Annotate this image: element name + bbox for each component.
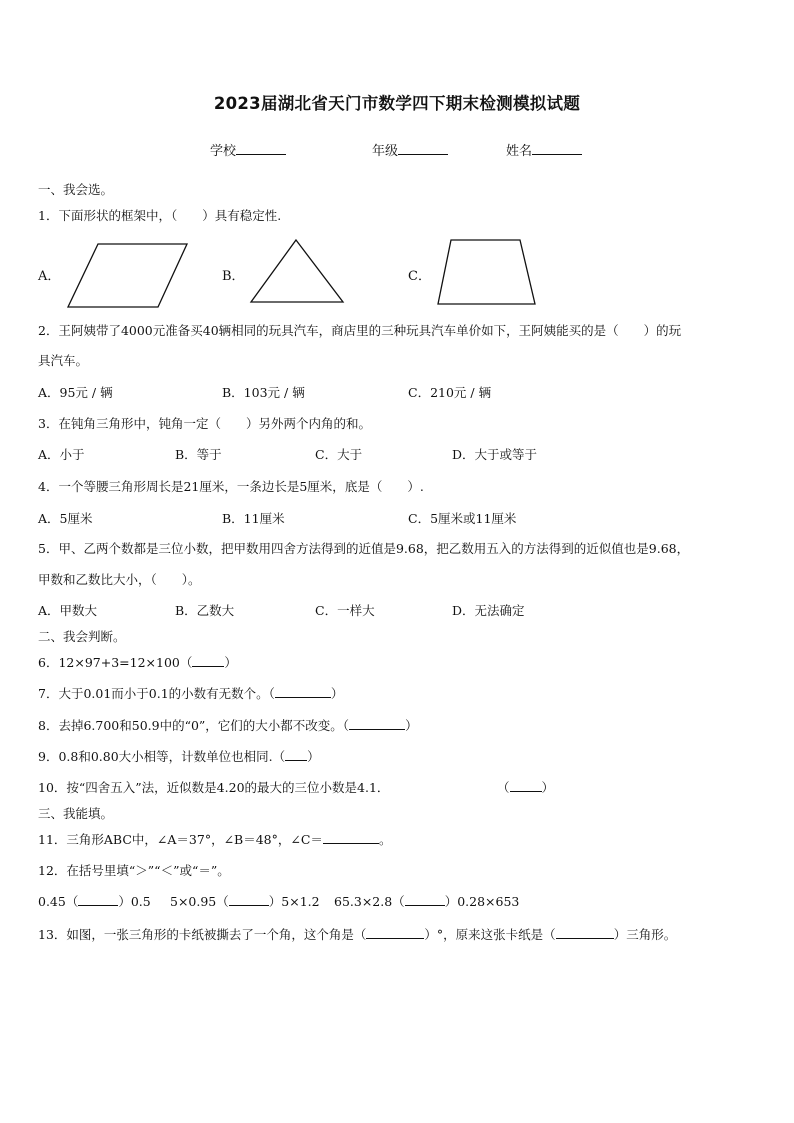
q9-close: ） bbox=[307, 749, 320, 764]
q1-option-c-label: C． bbox=[408, 269, 431, 284]
question-11 bbox=[38, 832, 391, 848]
question-7 bbox=[38, 686, 343, 702]
q13-type-blank[interactable] bbox=[556, 938, 614, 939]
question-13 bbox=[38, 927, 676, 943]
grade-blank[interactable] bbox=[398, 153, 448, 155]
q2-option-b[interactable]: B．103元 / 辆 bbox=[222, 385, 305, 400]
q12-item-2-right: ）5×1.2 bbox=[268, 894, 320, 909]
q1-option-a-label: A． bbox=[38, 269, 61, 284]
q5-option-a[interactable]: A．甲数大 bbox=[38, 603, 98, 618]
question-6 bbox=[38, 655, 237, 671]
parallelogram-shape bbox=[66, 243, 190, 309]
question-12: 12．在括号里填“＞”“＜”或“＝”。 bbox=[38, 863, 230, 878]
q2-option-c[interactable]: C．210元 / 辆 bbox=[408, 385, 492, 400]
question-5-line-2: 甲数和乙数比大小，（ ）。 bbox=[38, 572, 201, 587]
name-label: 姓名 bbox=[506, 144, 533, 159]
question-2-line-1: 2．王阿姨带了4000元准备买40辆相同的玩具汽车，商店里的三种玩具汽车单价如下，王阿姨能买的是（ ）的玩 bbox=[38, 323, 682, 338]
q5-option-c[interactable]: C．一样大 bbox=[315, 603, 375, 618]
question-3: 3．在钝角三角形中，钝角一定（ ）另外两个内角的和。 bbox=[38, 416, 371, 431]
name-blank[interactable] bbox=[532, 153, 582, 155]
section-heading-1: 一、我会选。 bbox=[38, 182, 114, 197]
school-label: 学校 bbox=[210, 144, 237, 159]
triangle-shape bbox=[248, 238, 346, 304]
q12-item-2-left: 5×0.95（ bbox=[170, 894, 229, 909]
q12-item-2 bbox=[170, 894, 320, 910]
q5-option-b[interactable]: B．乙数大 bbox=[175, 603, 235, 618]
q5-option-d[interactable]: D．无法确定 bbox=[452, 603, 525, 618]
question-8 bbox=[38, 718, 418, 734]
name-field bbox=[506, 140, 582, 159]
q3-option-d[interactable]: D．大于或等于 bbox=[452, 447, 538, 462]
q12-item-3-blank[interactable] bbox=[405, 905, 445, 906]
q12-item-3-left: 65.3×2.8（ bbox=[334, 894, 405, 909]
school-blank[interactable] bbox=[236, 153, 286, 155]
q3-option-a[interactable]: A．小于 bbox=[38, 447, 85, 462]
q9-text: 9．0.8和0.80大小相等，计数单位也相同.（ bbox=[38, 749, 286, 764]
trapezoid-shape bbox=[436, 238, 538, 306]
q13-part-1: 13．如图，一张三角形的卡纸被撕去了一个角，这个角是（ bbox=[38, 927, 367, 942]
q6-close: ） bbox=[224, 655, 237, 670]
q3-option-c[interactable]: C．大于 bbox=[315, 447, 363, 462]
q11-end: 。 bbox=[378, 832, 392, 847]
page-title: 2023届湖北省天门市数学四下期末检测模拟试题 bbox=[213, 94, 581, 113]
q7-answer-blank[interactable] bbox=[275, 697, 331, 698]
q12-item-2-blank[interactable] bbox=[229, 905, 269, 906]
q11-text: 11．三角形ABC中，∠A＝37°，∠B＝48°，∠C＝ bbox=[38, 832, 323, 847]
q4-option-b[interactable]: B．11厘米 bbox=[222, 511, 285, 526]
q4-option-c[interactable]: C．5厘米或11厘米 bbox=[408, 511, 517, 526]
section-heading-3: 三、我能填。 bbox=[38, 806, 114, 821]
grade-label: 年级 bbox=[372, 144, 399, 159]
question-5-line-1: 5．甲、乙两个数都是三位小数，把甲数用四舍方法得到的近值是9.68，把乙数用五入的方法得到的近似值也是9.68， bbox=[38, 541, 690, 556]
q10-text: 10．按“四舍五入”法，近似数是4.20的最大的三位小数是4.1． bbox=[38, 780, 390, 795]
q12-item-1 bbox=[38, 894, 151, 910]
q10-answer-blank[interactable] bbox=[510, 791, 542, 792]
q12-item-1-right: ）0.5 bbox=[118, 894, 151, 909]
school-field bbox=[210, 140, 286, 159]
q12-item-3 bbox=[334, 894, 519, 910]
q6-answer-blank[interactable] bbox=[192, 666, 224, 667]
q9-answer-blank[interactable] bbox=[285, 760, 307, 761]
q10-open: （ bbox=[497, 780, 510, 795]
q3-option-b[interactable]: B．等于 bbox=[175, 447, 222, 462]
question-1: 1．下面形状的框架中，（ ）具有稳定性. bbox=[38, 208, 282, 223]
q13-part-3: ）三角形。 bbox=[613, 927, 677, 942]
q10-answer bbox=[497, 780, 554, 796]
q12-item-1-left: 0.45（ bbox=[38, 894, 79, 909]
q6-text: 6．12×97+3=12×100（ bbox=[38, 655, 193, 670]
q11-answer-blank[interactable] bbox=[323, 843, 379, 844]
q2-option-a[interactable]: A．95元 / 辆 bbox=[38, 385, 113, 400]
q4-option-a[interactable]: A．5厘米 bbox=[38, 511, 93, 526]
q8-close: ） bbox=[405, 718, 418, 733]
question-4: 4．一个等腰三角形周长是21厘米，一条边长是5厘米，底是（ ）. bbox=[38, 479, 424, 494]
q13-part-2: ）°，原来这张卡纸是（ bbox=[424, 927, 556, 942]
q12-item-3-right: ）0.28×653 bbox=[444, 894, 520, 909]
question-10 bbox=[38, 780, 389, 796]
q7-text: 7．大于0.01而小于0.1的小数有无数个。（ bbox=[38, 686, 275, 701]
q13-angle-blank[interactable] bbox=[366, 938, 424, 939]
question-2-line-2: 具汽车。 bbox=[38, 353, 89, 368]
question-9 bbox=[38, 749, 320, 765]
section-heading-2: 二、我会判断。 bbox=[38, 629, 126, 644]
q1-option-b-label: B． bbox=[222, 269, 245, 284]
q7-close: ） bbox=[330, 686, 344, 701]
q12-item-1-blank[interactable] bbox=[78, 905, 118, 906]
q10-close: ） bbox=[541, 780, 555, 795]
q8-text: 8．去掉6.700和50.9中的“0”，它们的大小都不改变。（ bbox=[38, 718, 350, 733]
q8-answer-blank[interactable] bbox=[349, 729, 405, 730]
grade-field bbox=[372, 140, 448, 159]
